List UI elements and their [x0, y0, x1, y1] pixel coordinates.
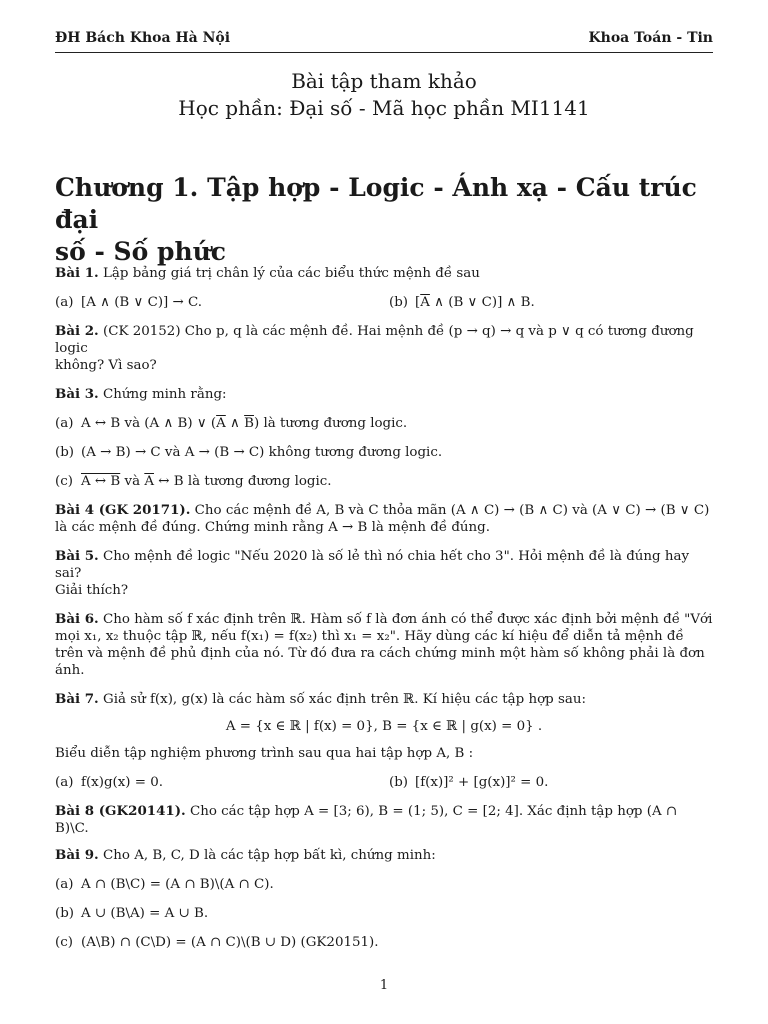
title-line-1: Bài tập tham khảo	[291, 69, 477, 93]
exercise-5	[55, 548, 713, 582]
exercise-label: Bài 2.	[55, 323, 99, 339]
exercise-5-cont: Giải thích?	[55, 583, 129, 598]
item-label: (a)	[55, 775, 74, 790]
exercise-label: Bài 8 (GK20141).	[55, 803, 186, 819]
exercise-6	[55, 611, 713, 628]
exercise-text: Cho các mệnh đề A, B và C thỏa mãn (A ∧ C) → (B ∧ C) và (A ∨ C) → (B ∨ C)	[194, 503, 710, 518]
exercise-3-item-b	[55, 444, 713, 461]
negation-overline: $\overline{A}$	[420, 295, 430, 310]
exercise-2	[55, 323, 713, 357]
exercise-label: Bài 3.	[55, 386, 99, 402]
exercise-3-item-a	[55, 415, 713, 432]
exercise-6-cont-1: mọi x₁, x₂ thuộc tập ℝ, nếu f(x₁) = f(x₂) thì x₁ = x₂". Hãy dùng các kí hiệu để diễn tả mệnh đề	[55, 629, 684, 644]
item-label: (c)	[55, 935, 73, 950]
negation-overline: $\overline{B}$	[244, 416, 254, 431]
exercise-4-cont: là các mệnh đề đúng. Chứng minh rằng A → B là mệnh đề đúng.	[55, 520, 490, 535]
item-text: (A → B) → C và A → (B → C) không tương đương logic.	[81, 445, 443, 460]
item-text-mid: ∧	[225, 416, 245, 431]
header-rule	[55, 52, 713, 53]
item-label: (a)	[55, 416, 74, 431]
item-text: A ∩ (B\C) = (A ∩ B)\(A ∩ C).	[81, 877, 274, 892]
exercise-9-item-c	[55, 934, 713, 951]
exercise-label: Bài 4 (GK 20171).	[55, 502, 191, 518]
item-label: (b)	[55, 906, 75, 921]
exercise-9-item-a	[55, 876, 713, 893]
exercise-label: Bài 9.	[55, 847, 99, 863]
item-text-post: ∧ (B ∨ C)] ∧ B.	[429, 295, 535, 310]
page-number: 1	[379, 978, 389, 993]
item-text-mid: và	[120, 474, 145, 489]
item-label: (b)	[389, 775, 409, 790]
exercise-7	[55, 691, 713, 708]
exercise-text: Cho hàm số f xác định trên ℝ. Hàm số f là đơn ánh có thể được xác định bởi mệnh đề "Với	[103, 612, 713, 627]
exercise-6-cont-3: ánh.	[55, 663, 85, 678]
exercise-6-cont-2: trên và mệnh đề phủ định của nó. Từ đó đưa ra cách chứng minh một hàm số không phải là đơn	[55, 646, 705, 661]
exercise-label: Bài 7.	[55, 691, 99, 707]
item-label: (a)	[55, 877, 74, 892]
exercise-label: Bài 5.	[55, 548, 99, 564]
item-text-post: ) là tương đương logic.	[253, 416, 408, 431]
exercise-3-item-c	[55, 473, 713, 490]
exercise-text: Giả sử f(x), g(x) là các hàm số xác định trên ℝ. Kí hiệu các tập hợp sau:	[103, 692, 586, 707]
exercise-1-items	[55, 294, 713, 311]
running-header	[55, 30, 713, 52]
item-text: [f(x)]² + [g(x)]² = 0.	[415, 775, 549, 790]
item-text-pre: [	[415, 295, 421, 310]
item-label: (a)	[55, 295, 74, 310]
item-text: A ∪ (B\A) = A ∪ B.	[81, 906, 209, 921]
exercise-7-items	[55, 774, 713, 791]
title-line-2: Học phần: Đại số - Mã học phần MI1141	[178, 96, 590, 120]
exercise-label: Bài 6.	[55, 611, 99, 627]
exercise-9-item-b	[55, 905, 713, 922]
exercise-9	[55, 847, 713, 864]
item-text-post: ↔ B là tương đương logic.	[153, 474, 332, 489]
exercise-text: Cho các tập hợp A = [3; 6), B = (1; 5), C = [2; 4]. Xác định tập hợp (A ∩ B)\C.	[55, 804, 678, 836]
item-text: f(x)g(x) = 0.	[81, 775, 164, 790]
exercise-text: Cho mệnh đề logic "Nếu 2020 là số lẻ thì nó chia hết cho 3". Hỏi mệnh đề là đúng hay sai?	[55, 549, 690, 581]
exercise-2-cont: không? Vì sao?	[55, 358, 157, 373]
chapter-heading	[55, 172, 715, 268]
exercise-list	[55, 265, 713, 951]
chapter-line-1: Chương 1. Tập hợp - Logic - Ánh xạ - Cấu trúc đại	[55, 173, 697, 234]
exercise-text: Lập bảng giá trị chân lý của các biểu thức mệnh đề sau	[103, 266, 480, 281]
header-university: ĐH Bách Khoa Hà Nội	[55, 30, 231, 46]
set-definition-formula: A = {x ∈ ℝ | f(x) = 0}, B = {x ∈ ℝ | g(x) = 0} .	[225, 719, 543, 734]
item-text: (A\B) ∩ (C\D) = (A ∩ C)\(B ∪ D) (GK20151).	[81, 935, 379, 950]
exercise-1	[55, 265, 713, 282]
exercise-text: (CK 20152) Cho p, q là các mệnh đề. Hai mệnh đề (p → q) → q và p ∨ q có tương đương logic	[55, 324, 694, 356]
document-title	[0, 68, 768, 122]
exercise-4	[55, 502, 713, 519]
item-text: [A ∧ (B ∨ C)] → C.	[81, 295, 203, 310]
header-faculty: Khoa Toán - Tin	[588, 30, 713, 46]
negation-overline: $\overline{A}$	[216, 416, 226, 431]
item-text-pre: A ↔ B và (A ∧ B) ∨ (	[81, 416, 217, 431]
item-label: (b)	[55, 445, 75, 460]
negation-overline: A ↔ B	[81, 474, 121, 489]
item-label: (c)	[55, 474, 73, 489]
exercise-3	[55, 386, 713, 403]
negation-overline: $\overline{A}$	[144, 474, 154, 489]
exercise-8	[55, 803, 713, 837]
chapter-line-2: số - Số phức	[55, 237, 227, 266]
item-label: (b)	[389, 295, 409, 310]
exercise-text: Chứng minh rằng:	[103, 387, 227, 402]
exercise-label: Bài 1.	[55, 265, 99, 281]
exercise-text: Cho A, B, C, D là các tập hợp bất kì, chứng minh:	[103, 848, 436, 863]
exercise-7-cont: Biểu diễn tập nghiệm phương trình sau qua hai tập hợp A, B :	[55, 746, 474, 761]
